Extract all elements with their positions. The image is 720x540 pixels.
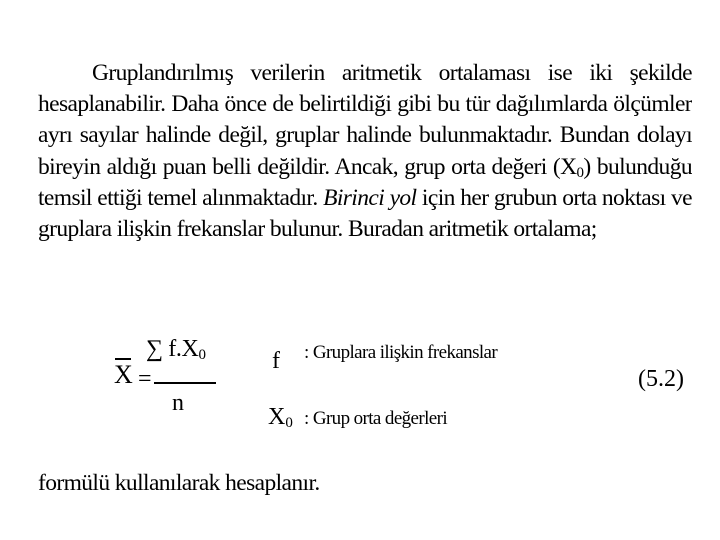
legend-x0-text: : Grup orta değerleri	[304, 408, 448, 429]
paragraph-line-3: ayrı sayılar halinde değil, gruplar halinde bulunmaktadır. Bundan dolayı	[38, 122, 692, 149]
equals-sign: =	[138, 366, 152, 392]
x-bar-symbol	[114, 360, 133, 390]
body-paragraph	[38, 58, 692, 245]
paragraph-line-5-part-b: için her grubun orta noktası ve	[421, 184, 692, 211]
paragraph-line-2: hesaplanabilir. Daha önce de belirtildiği gibi bu tür dağılımlarda ölçümler	[38, 91, 692, 118]
equation-number: (5.2)	[638, 366, 684, 392]
paragraph-line-4-part-a: bireyin aldığı puan belli değildir. Ancak, grup orta değeri (X	[38, 153, 577, 180]
paragraph-line-4	[38, 152, 692, 183]
birinci-yol-emphasis: Birinci yol	[323, 184, 417, 211]
x-bar-overline	[115, 358, 131, 360]
legend-x0-sub: 0	[285, 415, 293, 431]
paragraph-line-6: gruplara ilişkin frekanslar bulunur. Buradan aritmetik ortalama;	[38, 215, 597, 242]
mean-formula	[108, 336, 258, 426]
paragraph-line-5-part-a: temsil ettiği temel alınmaktadır.	[38, 184, 324, 211]
paragraph-line-1: Gruplandırılmış verilerin aritmetik ortalaması ise iki şekilde	[92, 60, 692, 86]
paragraph-line-4-part-b: ) bulunduğu	[583, 153, 692, 180]
legend-x0-letter: X	[268, 404, 286, 430]
legend-f-symbol: f	[272, 348, 280, 374]
x-bar-letter: X	[114, 360, 133, 389]
legend-x0-symbol	[268, 404, 293, 432]
legend-f-text: : Gruplara ilişkin frekanslar	[304, 342, 498, 363]
numerator-text: ∑ f.X	[146, 336, 199, 362]
closing-text: formülü kullanılarak hesaplanır.	[38, 470, 320, 496]
fraction-bar	[154, 382, 216, 384]
formula-numerator	[146, 336, 206, 364]
formula-denominator: n	[172, 390, 184, 416]
numerator-sub: 0	[198, 347, 206, 363]
paragraph-line-5	[38, 183, 692, 214]
grup-orta-sub: 0	[576, 164, 584, 181]
